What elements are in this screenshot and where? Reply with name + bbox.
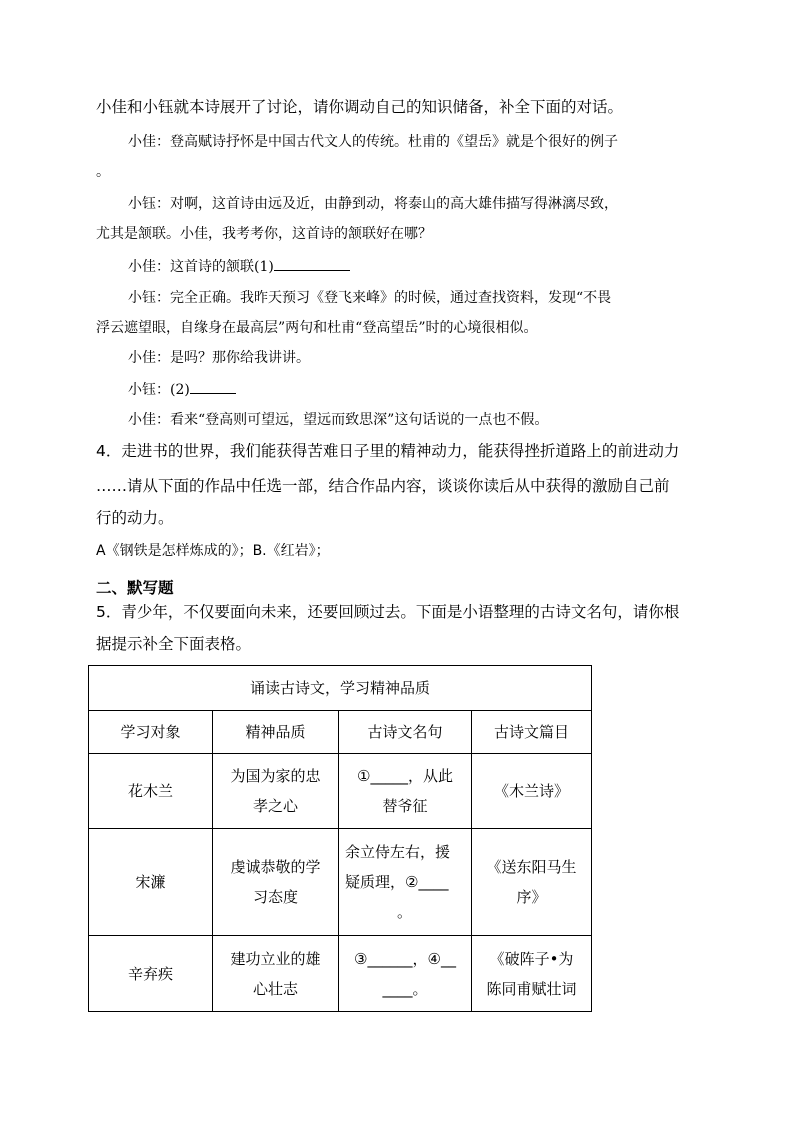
cell-line: 《木兰诗》 <box>494 782 570 800</box>
table-row <box>89 829 592 936</box>
quality-cell <box>213 829 339 936</box>
cell-line: 建功立业的雄 <box>230 949 321 968</box>
intro-text: 小佳和小钰就本诗展开了讨论，请你调动自己的知识储备，补全下面的对话。 <box>96 98 624 116</box>
dialogue-line: 小钰：对啊，这首诗由远及近，由静到动，将泰山的高大雄伟描写得淋漓尽致， <box>128 196 618 212</box>
dialogue-line: 小钰：完全正确。我昨天预习《登飞来峰》的时候，通过查找资料，发现“不畏 <box>128 290 612 306</box>
question-4-options: A《钢铁是怎样炼成的》；B.《红岩》； <box>96 543 330 559</box>
cell-line: 孝之心 <box>252 797 298 815</box>
title-cell <box>472 936 592 1012</box>
table-row <box>89 754 592 829</box>
dialogue-line: 。 <box>96 164 110 180</box>
title-cell <box>472 754 592 829</box>
cell-line: 心壮志 <box>252 979 298 998</box>
poetry-table <box>88 665 592 1012</box>
dialogue-text: 小佳：这首诗的颔联(1) <box>128 259 274 275</box>
object-cell: 花木兰 <box>89 754 213 829</box>
cell-line: 疑质理，②____ <box>345 873 449 891</box>
dialogue-line: 小佳：是吗？那你给我讲讲。 <box>128 350 310 366</box>
cell-line: 余立侍左右，援 <box>345 843 451 861</box>
table-title: 诵读古诗文，学习精神品质 <box>89 666 592 711</box>
table-row <box>89 936 592 1012</box>
dialogue-text: 小钰：(2) <box>128 382 190 398</box>
quality-cell <box>213 754 339 829</box>
cell-line: ____。 <box>382 979 428 998</box>
dialogue-line: 小佳：登高赋诗抒怀是中国古代文人的传统。杜甫的《望岳》就是个很好的例子 <box>128 134 618 150</box>
cell-line: 《破阵子•为 <box>489 949 574 968</box>
question-4-text: 4．走进书的世界，我们能获得苦难日子里的精神动力，能获得挫折道路上的前进动力 <box>96 442 680 460</box>
object-cell: 辛弃疾 <box>89 936 213 1012</box>
question-5-text: 据提示补全下面表格。 <box>96 635 252 653</box>
cell-line: 虔诚恭敬的学 <box>230 858 321 876</box>
cell-line: 《送东阳马生 <box>486 858 577 876</box>
quality-cell <box>213 936 339 1012</box>
cell-line: 序》 <box>516 888 547 906</box>
table-header-cell: 古诗文名句 <box>339 711 472 754</box>
question-4-text: ……请从下面的作品中任选一部，结合作品内容，谈谈你读后从中获得的激励自己前 <box>96 477 670 495</box>
question-5-text: 5．青少年，不仅要面向未来，还要回顾过去。下面是小语整理的古诗文名句，请你根 <box>96 603 680 621</box>
dialogue-line: 浮云遮望眼，自缘身在最高层”两句和杜甫“登高望岳”时的心境很相似。 <box>96 320 538 336</box>
answer-blank <box>274 256 350 271</box>
dialogue-line <box>128 379 236 400</box>
cell-line: 陈同甫赋壮词 <box>486 979 577 998</box>
cell-line: 习态度 <box>252 888 298 906</box>
dialogue-line: 小佳：看来“登高则可望远，望远而致思深”这句话说的一点也不假。 <box>128 412 549 428</box>
quote-cell <box>339 829 472 936</box>
table-header-cell: 学习对象 <box>89 711 213 754</box>
table-header-row <box>89 711 592 754</box>
dialogue-line <box>128 256 350 277</box>
cell-line: ①_____，从此 <box>357 767 453 785</box>
cell-line: ③______，④__ <box>354 949 456 968</box>
cell-line: 替爷征 <box>382 797 428 815</box>
title-cell <box>472 829 592 936</box>
table-header-cell: 精神品质 <box>213 711 339 754</box>
table-header-cell: 古诗文篇目 <box>472 711 592 754</box>
answer-blank <box>190 379 236 394</box>
dialogue-line: 尤其是颔联。小佳，我考考你，这首诗的颔联好在哪？ <box>96 226 432 242</box>
cell-line: 为国为家的忠 <box>230 767 321 785</box>
quote-cell <box>339 936 472 1012</box>
section-heading: 二、默写题 <box>96 579 174 597</box>
question-4-text: 行的动力。 <box>96 509 174 527</box>
cell-line: 。 <box>397 903 413 921</box>
quote-cell <box>339 754 472 829</box>
object-cell: 宋濂 <box>89 829 213 936</box>
